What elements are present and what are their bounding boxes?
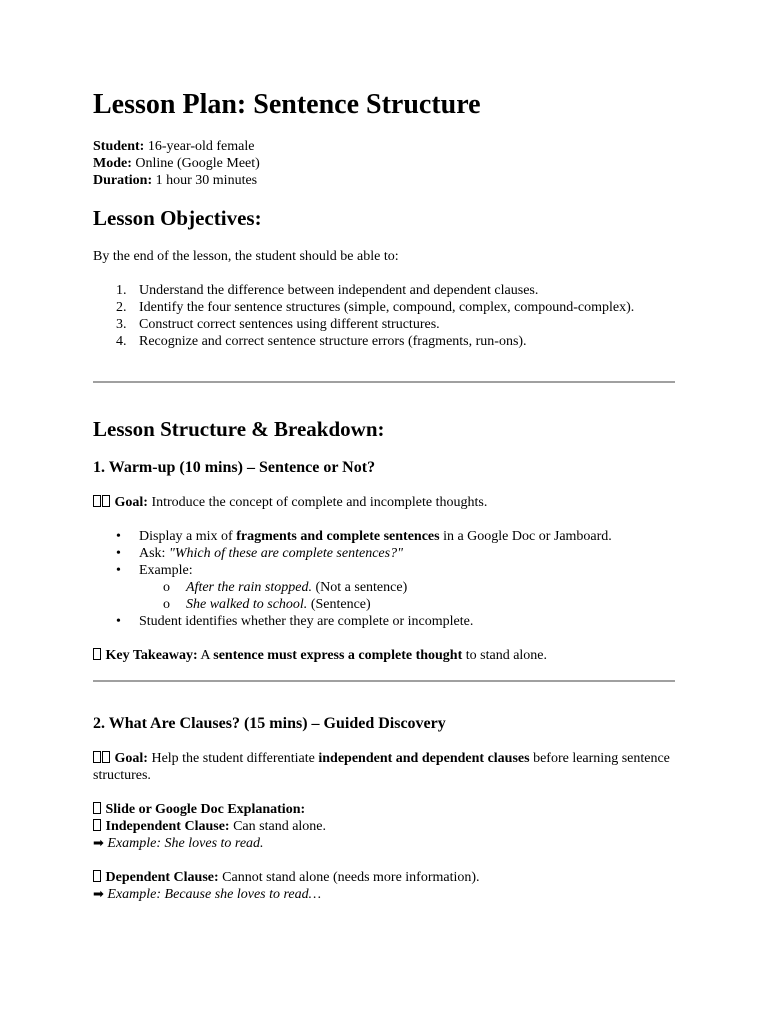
- sub-list-item: o She walked to school. (Sentence): [163, 597, 371, 612]
- target-icon: [93, 751, 111, 766]
- list-item: 2. Identify the four sentence structures (simple, compound, complex, compound-complex).: [116, 300, 635, 315]
- section-1-takeaway: Key Takeaway: A sentence must express a complete thought to stand alone.: [93, 647, 675, 664]
- lesson-meta: [93, 138, 675, 189]
- objectives-list: [93, 282, 675, 350]
- list-item: 3. Construct correct sentences using different structures.: [116, 317, 440, 332]
- target-icon: [93, 495, 111, 510]
- section-1-goal: Goal: Introduce the concept of complete and incomplete thoughts.: [93, 494, 675, 511]
- objectives-intro: By the end of the lesson, the student should be able to:: [93, 249, 399, 264]
- check-icon: [93, 819, 102, 834]
- divider: [93, 381, 675, 383]
- section-2-title: 2. What Are Clauses? (15 mins) – Guided Discovery: [93, 715, 446, 732]
- independent-example: ➡ Example: She loves to read.: [93, 836, 264, 851]
- meta-mode: Mode: Online (Google Meet): [93, 156, 260, 171]
- section-2-goal: Goal: Help the student differentiate independent and dependent clauses before learning sentence structures.: [93, 751, 670, 783]
- list-item: 4. Recognize and correct sentence structure errors (fragments, run-ons).: [116, 334, 527, 349]
- sub-list-item: o After the rain stopped. (Not a sentence): [163, 580, 408, 595]
- meta-student: Student: 16-year-old female: [93, 139, 255, 154]
- page-title: Lesson Plan: Sentence Structure: [93, 89, 481, 120]
- meta-duration: Duration: 1 hour 30 minutes: [93, 173, 258, 188]
- section-1-title: 1. Warm-up (10 mins) – Sentence or Not?: [93, 459, 376, 476]
- cross-icon: [93, 870, 102, 885]
- list-item: • Ask: "Which of these are complete sentences?": [116, 546, 403, 561]
- structure-heading: Lesson Structure & Breakdown:: [93, 417, 385, 441]
- dependent-clause: Dependent Clause: Cannot stand alone (needs more information).: [93, 869, 675, 886]
- slide-icon: [93, 802, 102, 817]
- arrow-right-icon: ➡: [93, 836, 104, 851]
- divider: [93, 680, 675, 682]
- arrow-right-icon: ➡: [93, 887, 104, 902]
- list-item: • Display a mix of fragments and complete sentences in a Google Doc or Jamboard.: [116, 529, 612, 544]
- section-1-bullets: [93, 528, 675, 630]
- independent-clause: Independent Clause: Can stand alone.: [93, 818, 675, 835]
- objectives-heading: Lesson Objectives:: [93, 206, 262, 230]
- key-icon: [93, 648, 102, 663]
- list-item: 1. Understand the difference between independent and dependent clauses.: [116, 283, 539, 298]
- dependent-example: ➡ Example: Because she loves to read…: [93, 887, 322, 902]
- list-item: • Example:: [116, 563, 193, 578]
- list-item: • Student identifies whether they are complete or incomplete.: [116, 614, 474, 629]
- slide-explanation: Slide or Google Doc Explanation:: [93, 801, 675, 818]
